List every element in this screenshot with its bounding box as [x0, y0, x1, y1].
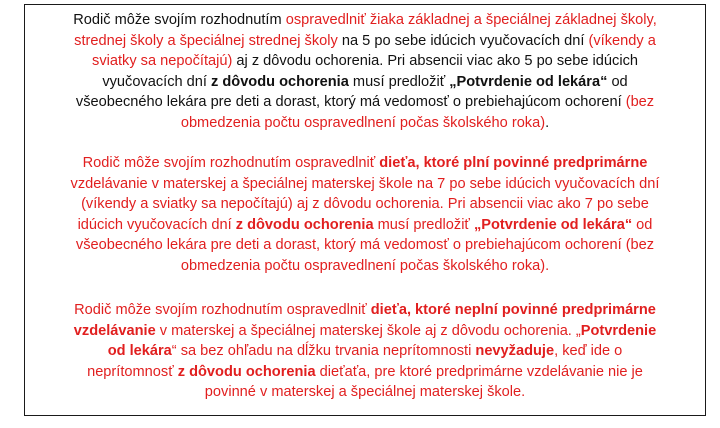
emphasized-text: dieťa, ktoré neplní povinné predprimárne vzdelávanie [73, 302, 656, 339]
text-run: musí predložiť [373, 216, 474, 233]
emphasized-text: Potvrdenie od lekára [107, 322, 657, 360]
text-run: Rodič môže svojím rozhodnutím ospravedlniť [74, 302, 371, 318]
text-run: vzdelávanie v materskej a špeciálnej materskej škole na 7 po sebe idúcich vyučovacích dní (víkendy a sviatky sa nepočítajú) aj z dôvodu ochorenia. Pri absencii viac ako 7 po sebe idúcich vyučovacích dní [70, 175, 660, 233]
text-run: . [545, 114, 550, 131]
notice-box [24, 4, 706, 416]
paragraph-compulsory-preschool [29, 153, 701, 277]
text-run: , keď ide o neprítomnosť [87, 343, 623, 380]
emphasized-text: z dôvodu ochorenia [235, 216, 374, 233]
text-run: dieťaťa, pre ktoré predprimárne vzdelávanie nie je povinné v materskej a špeciálnej materskej škole. [204, 363, 643, 401]
emphasized-text: nevyžaduje [475, 343, 555, 360]
text-run: v materskej a špeciálnej materskej škole aj z dôvodu ochorenia. „ [155, 322, 581, 339]
text-run: od všeobecného lekára pre deti a dorast, ktorý má vedomosť o prebiehajúcom ochorení [75, 73, 628, 111]
emphasized-text: z dôvodu ochorenia [177, 363, 316, 380]
text-run: aj z dôvodu ochorenia. Pri absencii viac ako 5 po sebe idúcich vyučovacích dní [102, 53, 638, 90]
emphasized-text: „Potvrdenie od lekára“ [473, 216, 633, 233]
emphasized-text: „Potvrdenie od lekára“ [449, 73, 608, 90]
text-run: ospravedlniť žiaka základnej a špeciálnej základnej školy, strednej školy a špeciálnej strednej školy [74, 12, 657, 49]
text-run: Rodič môže svojím rozhodnutím [73, 12, 286, 28]
emphasized-text: z dôvodu ochorenia [211, 73, 349, 90]
text-run: “ sa bez ohľadu na dĺžku trvania neprítomnosti [171, 343, 476, 360]
paragraph-non-compulsory-preschool [29, 300, 701, 403]
text-run: (bez obmedzenia počtu ospravedlnení počas školského roka) [180, 94, 655, 131]
text-run: od všeobecného lekára pre deti a dorast, ktorý má vedomosť o prebiehajúcom ochorení (bez obmedzenia počtu ospravedlnení počas školského roka). [75, 216, 655, 274]
text-run: (víkendy a sviatky sa nepočítajú) [92, 32, 656, 70]
emphasized-text: dieťa, ktoré plní povinné predprimárne [379, 155, 648, 171]
text-run: musí predložiť [348, 73, 450, 90]
text-run: na 5 po sebe idúcich vyučovacích dní [337, 32, 589, 49]
text-run: Rodič môže svojím rozhodnutím ospravedlniť [82, 155, 380, 171]
paragraph-school-pupils [29, 10, 701, 134]
